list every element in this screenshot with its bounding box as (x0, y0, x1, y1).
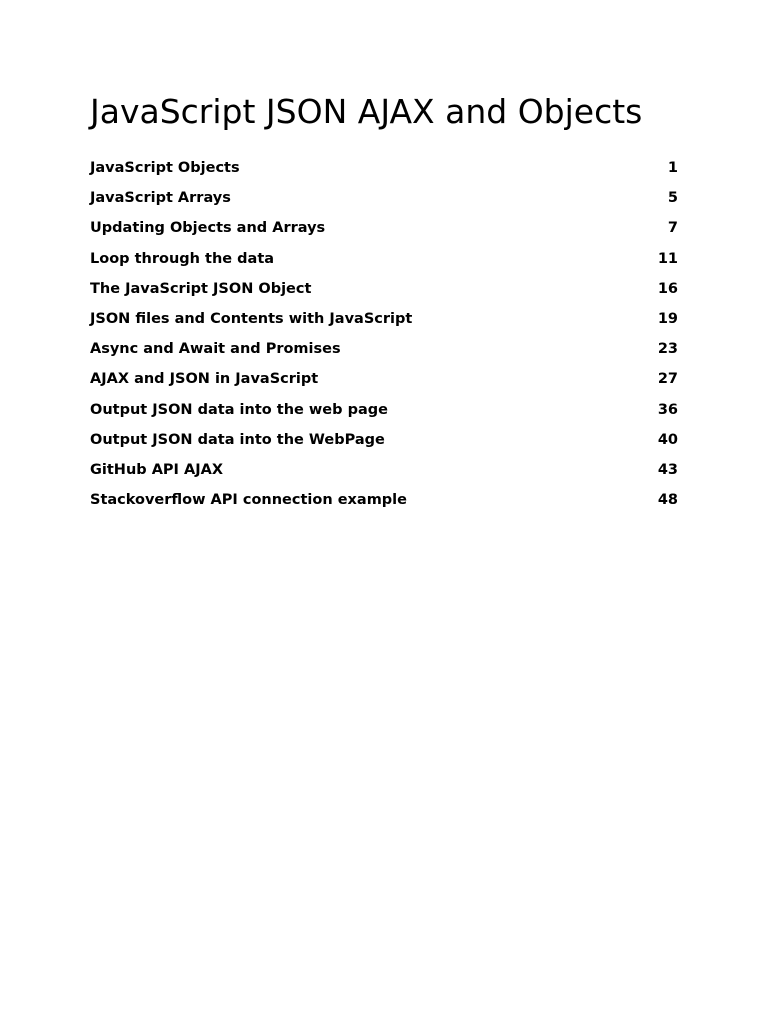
toc-entry-page-number: 40 (657, 431, 678, 448)
toc-entry-label: Output JSON data into the WebPage (90, 431, 385, 448)
toc-entry[interactable] (90, 308, 678, 338)
toc-entry-label: JSON files and Contents with JavaScript (90, 310, 413, 327)
toc-entry-label: Loop through the data (90, 250, 275, 267)
toc-entry-label: Async and Await and Promises (90, 341, 341, 358)
toc-entry[interactable] (90, 338, 678, 368)
toc-entry-page-number: 1 (667, 160, 678, 176)
toc-entry-label: JavaScript Objects (90, 160, 240, 176)
toc-entry-label: GitHub API AJAX (90, 461, 223, 478)
toc-entry[interactable] (90, 278, 678, 308)
toc-entry[interactable] (90, 368, 678, 398)
toc-entry-page-number: 48 (657, 492, 678, 509)
toc-entry-page-number: 23 (657, 341, 678, 358)
toc-entry[interactable] (90, 217, 678, 247)
toc-entry-label: Updating Objects and Arrays (90, 220, 326, 237)
toc-entry-page-number: 19 (657, 310, 678, 327)
toc-entry-label: AJAX and JSON in JavaScript (90, 371, 319, 388)
toc-entry[interactable] (90, 248, 678, 278)
table-of-contents (90, 157, 678, 519)
toc-entry[interactable] (90, 489, 678, 519)
toc-entry[interactable] (90, 157, 678, 187)
toc-entry-page-number: 43 (657, 461, 678, 478)
toc-entry[interactable] (90, 399, 678, 429)
toc-entry-page-number: 16 (657, 280, 678, 297)
toc-entry-label: JavaScript Arrays (90, 190, 231, 207)
toc-entry[interactable] (90, 429, 678, 459)
toc-entry-page-number: 7 (667, 220, 678, 237)
toc-entry[interactable] (90, 187, 678, 217)
document-title: JavaScript JSON AJAX and Objects (90, 92, 643, 131)
toc-entry[interactable] (90, 459, 678, 489)
toc-entry-page-number: 36 (657, 401, 678, 418)
toc-entry-page-number: 11 (657, 250, 678, 267)
toc-entry-label: Output JSON data into the web page (90, 401, 388, 418)
toc-entry-page-number: 5 (667, 190, 678, 207)
toc-entry-page-number: 27 (657, 371, 678, 388)
toc-entry-label: The JavaScript JSON Object (90, 280, 312, 297)
toc-entry-label: Stackoverflow API connection example (90, 492, 407, 509)
